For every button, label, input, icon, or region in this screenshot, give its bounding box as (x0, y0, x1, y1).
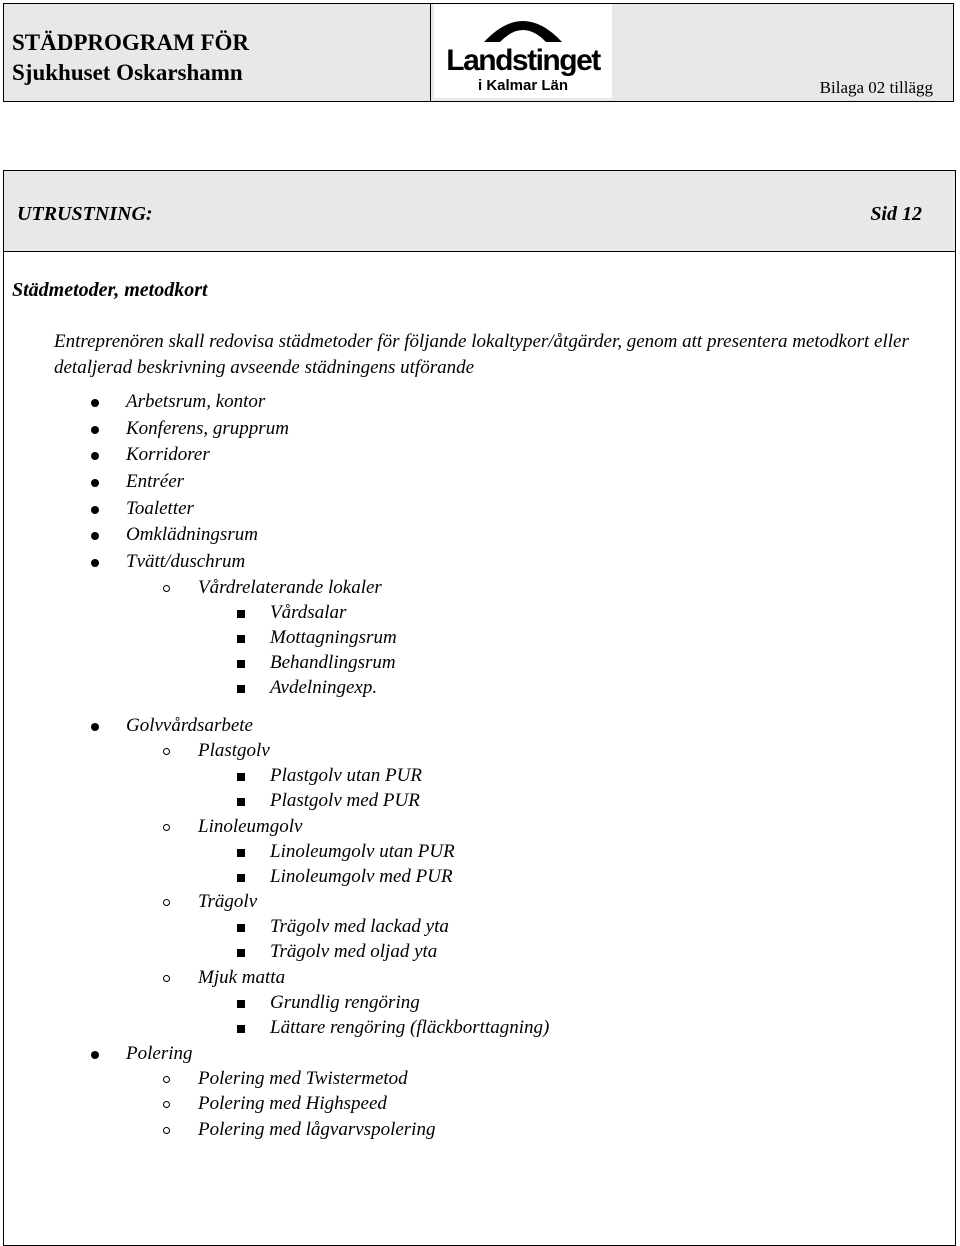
bullet-icon (91, 399, 99, 407)
square-bullet-icon (237, 949, 245, 957)
list-item: Arbetsrum, kontor (126, 391, 266, 412)
list-item: Linoleumgolv utan PUR (270, 841, 455, 862)
square-bullet-icon (237, 773, 245, 781)
list-item: Behandlingsrum (270, 652, 396, 673)
attachment-label: Bilaga 02 tillägg (819, 78, 933, 97)
bullet-icon (91, 1051, 99, 1059)
square-bullet-icon (237, 798, 245, 806)
square-bullet-icon (237, 874, 245, 882)
list-item: Avdelningexp. (270, 677, 378, 698)
section-title: Städmetoder, metodkort (12, 279, 208, 301)
document-header (3, 3, 954, 102)
list-item: Linoleumgolv (198, 816, 303, 837)
list-item: Korridorer (126, 444, 210, 465)
bullet-icon (91, 723, 99, 731)
list-item: Vårdrelaterande lokaler (198, 577, 382, 598)
list-item: Trägolv (198, 891, 258, 912)
header-title-cell (4, 4, 431, 101)
circle-bullet-icon (163, 899, 170, 906)
section-band (4, 171, 955, 252)
list-item: Plastgolv (198, 740, 270, 761)
circle-bullet-icon (163, 748, 170, 755)
circle-bullet-icon (163, 1076, 170, 1083)
list-item: Mjuk matta (198, 967, 286, 988)
list-item: Toaletter (126, 498, 194, 519)
list-item: Lättare rengöring (fläckborttagning) (270, 1017, 550, 1038)
square-bullet-icon (237, 635, 245, 643)
content-frame (3, 170, 956, 1246)
list-item: Linoleumgolv med PUR (270, 866, 453, 887)
page-number: Sid 12 (870, 203, 922, 225)
list-item: Trägolv med lackad yta (270, 916, 449, 937)
list-item: Trägolv med oljad yta (270, 941, 438, 962)
band-title: UTRUSTNING: (17, 203, 153, 225)
list-item: Golvvårdsarbete (126, 715, 253, 736)
square-bullet-icon (237, 849, 245, 857)
list-item: Grundlig rengöring (270, 992, 420, 1013)
logo-arch-icon (484, 21, 562, 42)
list-item: Tvätt/duschrum (126, 551, 246, 572)
circle-bullet-icon (163, 975, 170, 982)
svg-text:i Kalmar Län: i Kalmar Län (477, 77, 569, 94)
landstinget-logo (434, 4, 612, 98)
list-item: Polering med Highspeed (198, 1093, 387, 1114)
list-item: Polering (126, 1043, 193, 1064)
list-item: Polering med lågvarvspolering (198, 1119, 436, 1140)
bullet-icon (91, 452, 99, 460)
list-item: Polering med Twistermetod (198, 1068, 408, 1089)
square-bullet-icon (237, 924, 245, 932)
circle-bullet-icon (163, 1101, 170, 1108)
circle-bullet-icon (163, 1127, 170, 1134)
bullet-icon (91, 559, 99, 567)
bullet-icon (91, 479, 99, 487)
intro-paragraph: Entreprenören skall redovisa städmetoder för följande lokaltyper/åtgärder, genom att presentera metodkort eller detaljerad beskrivning avseende städningens utförande (54, 331, 909, 378)
list-item: Omklädningsrum (126, 524, 258, 545)
list-item: Mottagningsrum (270, 627, 397, 648)
square-bullet-icon (237, 660, 245, 668)
circle-bullet-icon (163, 824, 170, 831)
header-title-line1: STÄDPROGRAM FÖR (12, 30, 250, 55)
list-item: Vårdsalar (270, 602, 347, 623)
bullet-icon (91, 426, 99, 434)
svg-text:Landstinget: Landstinget (446, 44, 600, 77)
list-item: Plastgolv utan PUR (270, 765, 422, 786)
list-item: Entréer (126, 471, 185, 492)
list-item: Plastgolv med PUR (270, 790, 420, 811)
square-bullet-icon (237, 1000, 245, 1008)
list-item: Konferens, grupprum (126, 418, 289, 439)
square-bullet-icon (237, 610, 245, 618)
header-title-line2: Sjukhuset Oskarshamn (12, 60, 243, 85)
bullet-icon (91, 532, 99, 540)
square-bullet-icon (237, 1025, 245, 1033)
bullet-icon (91, 506, 99, 514)
square-bullet-icon (237, 685, 245, 693)
circle-bullet-icon (163, 585, 170, 592)
